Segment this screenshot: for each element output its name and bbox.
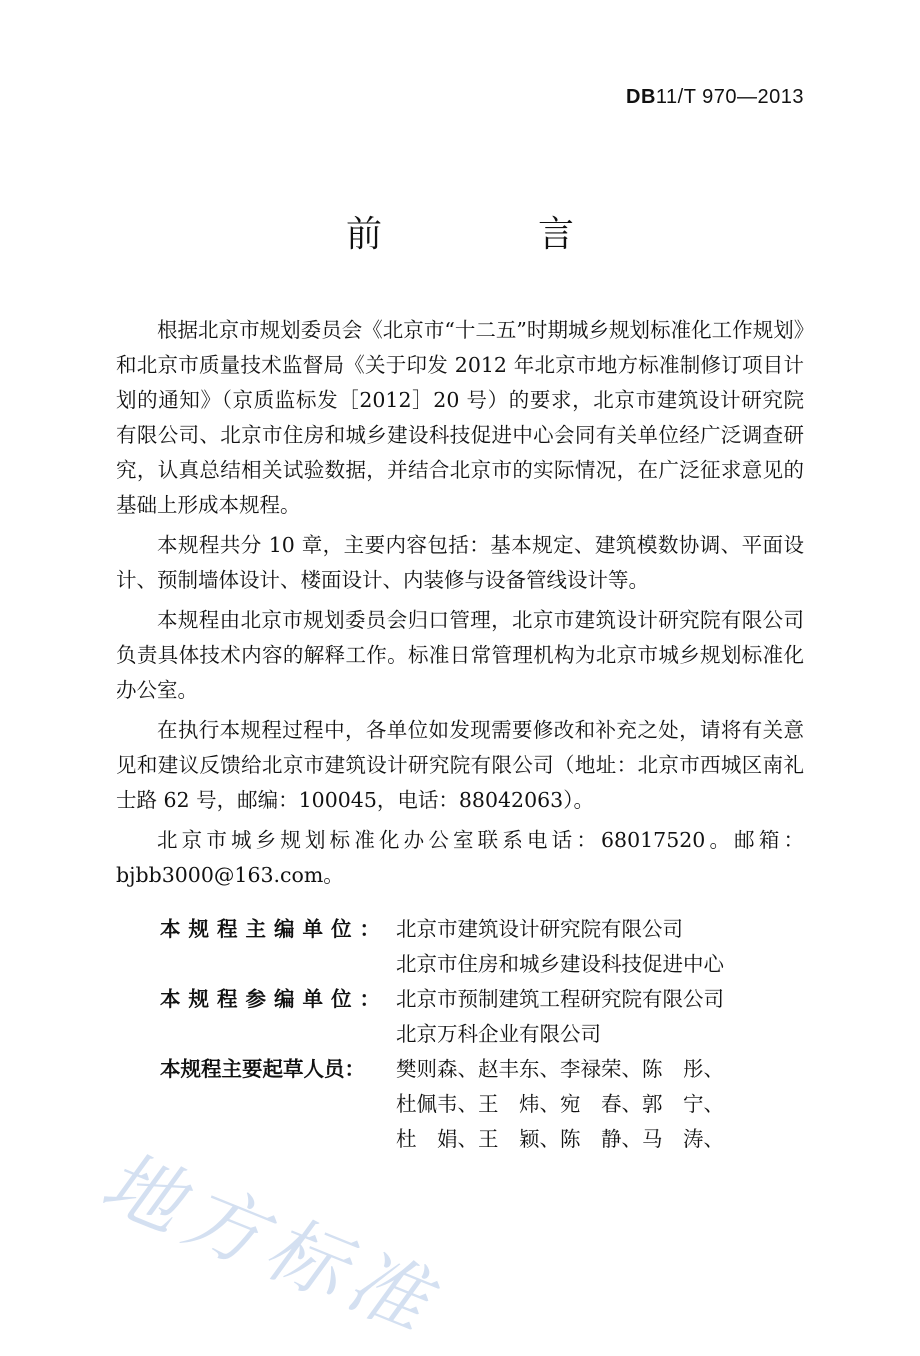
chief-editor-label: 本规程主编单位：: [160, 917, 388, 941]
watermark: 地方标准: [89, 1136, 450, 1353]
page-title: 前 言: [345, 214, 634, 255]
co-editor-unit: 北京市预制建筑工程研究院有限公司: [396, 987, 724, 1011]
drafters-row: [160, 1052, 820, 1157]
preface-paragraph-3: 本规程由北京市规划委员会归口管理，北京市建筑设计研究院有限公司负责具体技术内容的解释工作。标准日常管理机构为北京市城乡规划标准化办公室。: [116, 608, 804, 702]
chief-editor-unit: 北京市住房和城乡建设科技促进中心: [396, 952, 724, 976]
document-code-prefix: DB: [626, 86, 656, 108]
preface-body: [116, 313, 804, 893]
preface-paragraph-1: 根据北京市规划委员会《北京市“十二五”时期城乡规划标准化工作规划》和北京市质量技术监督局《关于印发 2012 年北京市地方标准制修订项目计划的通知》（京质监标发［2012］20 号）的要求，北京市建筑设计研究院有限公司、北京市住房和城乡建设科技促进中心会同有关单位经广泛调查研究，认真总结相关试验数据，并结合北京市的实际情况，在广泛征求意见的基础上形成本规程。: [116, 318, 804, 517]
co-editor-label: 本规程参编单位：: [160, 987, 388, 1011]
drafters-label: 本规程主要起草人员：: [160, 1057, 365, 1081]
chief-editor-values: [396, 912, 820, 982]
preface-paragraph-5: 北京市城乡规划标准化办公室联系电话：68017520。邮箱：bjbb3000@163.com。: [116, 828, 804, 887]
drafters-values: [396, 1052, 820, 1157]
document-code-number: 11/T 970—2013: [655, 86, 804, 108]
chief-editor-row: [160, 912, 820, 982]
drafters-line: 樊则森、赵丰东、李禄荣、陈 彤、: [396, 1057, 724, 1081]
co-editor-unit: 北京万科企业有限公司: [396, 1022, 601, 1046]
drafters-line: 杜佩韦、王 炜、宛 春、郭 宁、: [396, 1092, 724, 1116]
co-editor-row: [160, 982, 820, 1052]
document-code: [626, 86, 804, 109]
credits-block: [160, 912, 820, 1157]
co-editor-values: [396, 982, 820, 1052]
chief-editor-unit: 北京市建筑设计研究院有限公司: [396, 917, 683, 941]
preface-paragraph-4: 在执行本规程过程中，各单位如发现需要修改和补充之处，请将有关意见和建议反馈给北京市建筑设计研究院有限公司（地址：北京市西城区南礼士路 62 号，邮编：100045，电话：88042063）。: [116, 718, 804, 812]
drafters-line: 杜 娟、王 颖、陈 静、马 涛、: [396, 1127, 724, 1151]
preface-paragraph-2: 本规程共分 10 章，主要内容包括：基本规定、建筑模数协调、平面设计、预制墙体设计、楼面设计、内装修与设备管线设计等。: [116, 533, 804, 592]
